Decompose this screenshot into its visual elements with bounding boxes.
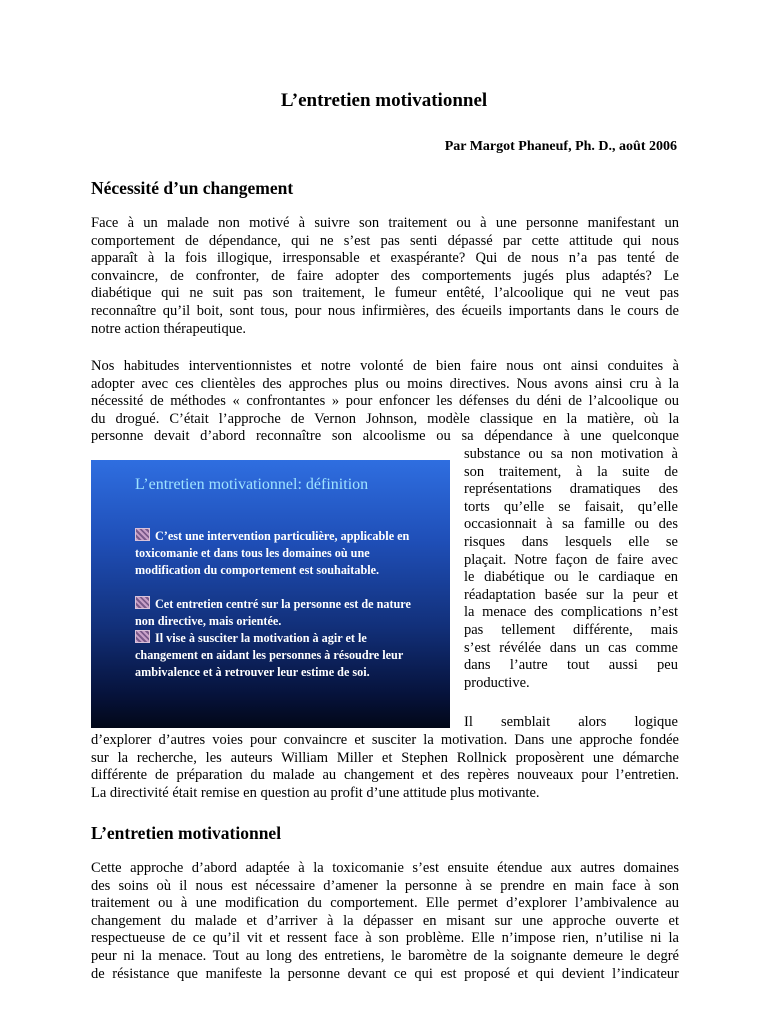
text-line: comportement de dépendance, qui ne s’est pas senti dépassé par cette attitude qui nous (91, 232, 679, 249)
side-column-text (464, 446, 678, 692)
text-line: le diabétique ou le cardiaque en (464, 569, 678, 586)
slide-bullet-text: Il vise à susciter la motivation à agir et le changement en aidant les personnes à résoudre leur ambivalence et à retrouver leur estime de soi. (135, 631, 404, 679)
text-line: de résistance que manifeste la personne devant ce qui est proposé et qui devient l’indicateur (91, 965, 679, 982)
text-line: sur la recherche, les auteurs William Miller et Stephen Rollnick proposèrent une démarche (91, 749, 679, 766)
paragraph-4 (91, 860, 679, 983)
section-heading-necessite: Nécessité d’un changement (91, 178, 294, 198)
slide-title: L’entretien motivationnel: définition (135, 476, 369, 493)
text-line: des soins où il nous est nécessaire d’amener la personne à se prendre en main face à son (91, 877, 679, 894)
text-line: différente de préparation du malade au changement et des repères nouveaux pour l’entretien. (91, 767, 679, 784)
text-line: pas tellement différente, mais (464, 621, 678, 638)
slide-bullet-text: C’est une intervention particulière, applicable en toxicomanie et dans tous les domaines où une modification du comportement est souhaitable. (135, 529, 410, 577)
text-line: diabétique qui ne suit pas son traitement, le fumeur entêté, l’alcoolique qui ne veut pas (91, 285, 679, 302)
paragraph-2 (91, 358, 679, 446)
text-line: traitement ou à une modification du comportement. Elle permet d’explorer l’ambivalence au (91, 895, 679, 912)
text-line: reconnaître qu’il boit, sont tous, pour nous infirmières, des écueils importants dans le cours de (91, 302, 679, 319)
text-line: apparaît à la fois illogique, irresponsable et exaspérante? Qui de nous n’a pas tenté de (91, 250, 679, 267)
text-line: La directivité était remise en question au profit d’une attitude plus motivante. (91, 784, 540, 801)
slide-bullet-item (135, 596, 425, 630)
text-line: changement du malade et d’arriver à la dépasser en misant sur une approche ouverte et (91, 912, 679, 929)
text-line: respectueuse de ce qu’il vit et ressent face à son problème. Elle n’impose rien, n’utilise ni la (91, 930, 679, 947)
text-line: la menace des complications n’est (464, 604, 678, 621)
definition-slide-image (91, 460, 450, 728)
author-byline: Par Margot Phaneuf, Ph. D., août 2006 (444, 139, 677, 154)
text-line: d’explorer d’autres voies pour convaincre et susciter la motivation. Dans une approche fondée (91, 732, 679, 748)
text-line: nécessité de méthodes « confrontantes » pour enfoncer les défenses du déni de l’alcoolique ou (91, 393, 679, 410)
document-title: L’entretien motivationnel (280, 90, 488, 111)
text-line: du drogué. C’était l’approche de Vernon Johnson, modèle classique en la matière, où la (91, 410, 679, 427)
text-line: Il semblait alors logique (464, 714, 678, 730)
text-line: torts qu’elle se faisait, qu’elle (464, 498, 678, 515)
slide-bullet-text: Cet entretien centré sur la personne est de nature non directive, mais orientée. (135, 597, 411, 628)
slide-bullet-icon (135, 596, 150, 609)
text-line: Cette approche d’abord adaptée à la toxicomanie s’est ensuite étendue aux autres domaines (91, 860, 679, 876)
text-line: représentations dramatiques des (464, 481, 678, 498)
paragraph-3-start (464, 714, 678, 732)
text-line: productive. (464, 674, 530, 691)
text-line: Nos habitudes interventionnistes et notre volonté de bien faire nous ont ainsi conduites à (91, 358, 679, 374)
slide-bullet-item (135, 528, 425, 578)
paragraph-3 (91, 732, 679, 802)
paragraph-1 (91, 215, 679, 338)
text-line: plaçait. Notre façon de faire avec (464, 551, 678, 568)
slide-bullet-icon (135, 630, 150, 643)
text-line: Face à un malade non motivé à suivre son traitement ou à une personne manifestant un (91, 215, 679, 231)
text-line: s’est révélée dans un cas comme (464, 639, 678, 656)
section-heading-entretien: L’entretien motivationnel (91, 823, 282, 843)
slide-bullet-icon (135, 528, 150, 541)
text-line: personne devait d’abord reconnaître son alcoolisme ou sa dépendance à une quelconque (91, 428, 679, 445)
text-line: notre action thérapeutique. (91, 320, 247, 337)
text-line: dans l’autre tout aussi peu (464, 657, 678, 674)
text-line: convaincre, de confronter, de faire adopter des comportements jugés plus adaptés? Le (91, 267, 679, 284)
text-line: substance ou sa non motivation à (464, 446, 678, 462)
text-line: réadaptation basée sur la peur et (464, 586, 678, 603)
text-line: occasionnait à sa famille ou des (464, 516, 678, 533)
text-line: adopter avec ces clientèles des approches plus ou moins directives. Nous avons ainsi cru à la (91, 375, 679, 392)
text-line: peur ni la menace. Tout au long des entretiens, le baromètre de la soignante demeure le degré (91, 947, 679, 964)
text-line: son traitement, à la suite de (464, 463, 678, 480)
text-line: risques dans lesquels elle se (464, 533, 678, 550)
slide-bullet-item (135, 630, 425, 680)
